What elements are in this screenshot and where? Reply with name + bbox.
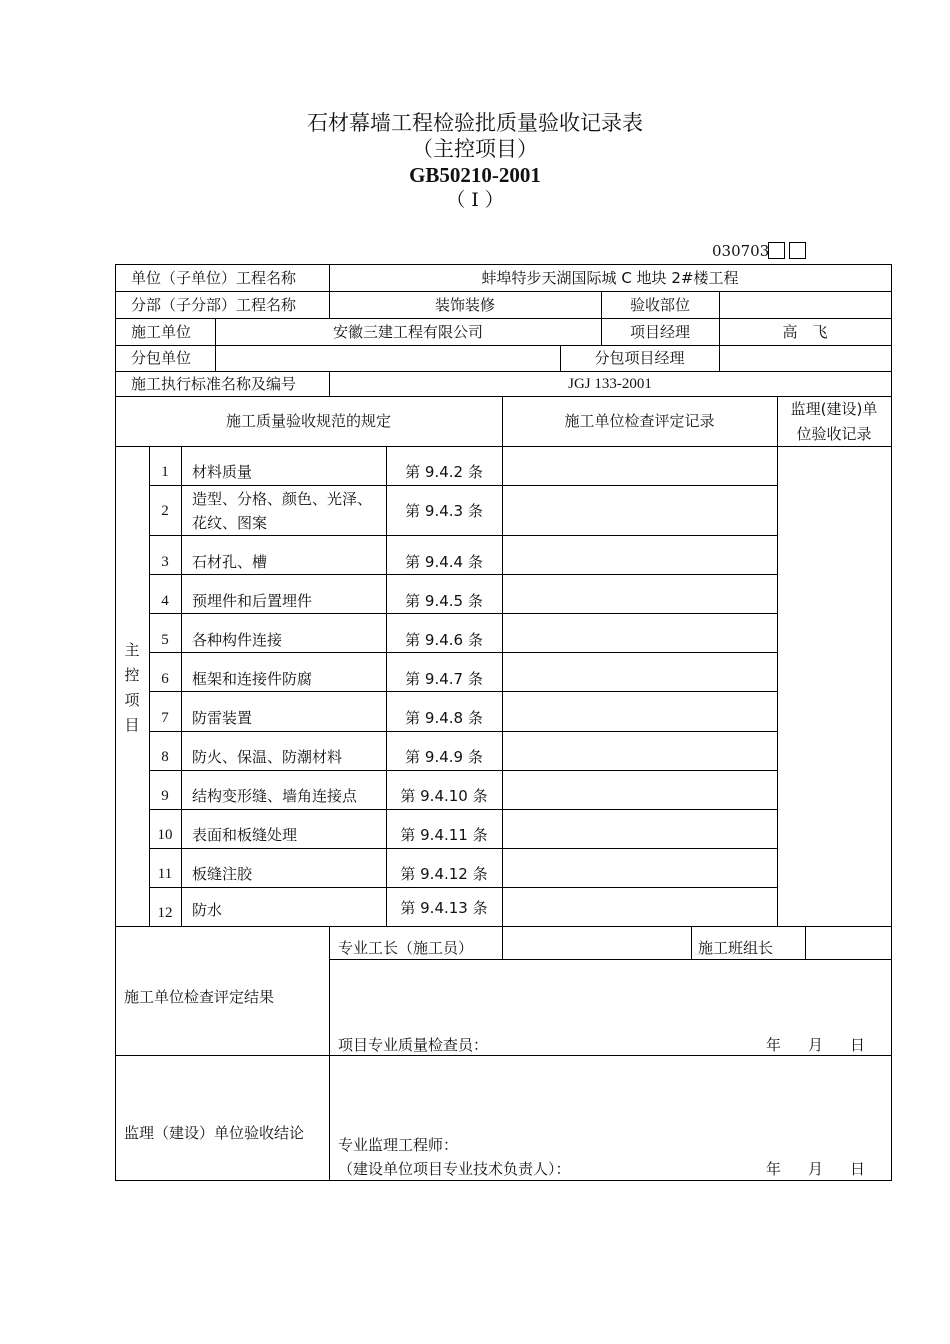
item-number: 12 xyxy=(157,905,173,921)
item-name: 预埋件和后置埋件 xyxy=(192,592,313,610)
item-number: 8 xyxy=(161,749,169,765)
group-label-char: 项 xyxy=(124,691,140,709)
item-number: 10 xyxy=(157,827,173,843)
item-number: 6 xyxy=(161,671,169,687)
unit-project-value: 蚌埠特步天湖国际城 C 地块 2#楼工程 xyxy=(481,269,739,287)
conclusion-month: 月 xyxy=(808,1160,824,1178)
item-name: 框架和连接件防腐 xyxy=(192,670,313,688)
item-clause: 第 9.4.11 条 xyxy=(400,826,488,844)
project-manager-label: 项目经理 xyxy=(629,323,690,341)
item-number: 11 xyxy=(157,866,173,882)
spec-column-header: 施工质量验收规范的规定 xyxy=(225,412,391,430)
item-number: 2 xyxy=(161,503,169,519)
group-label-char: 主 xyxy=(124,641,140,659)
item-number: 1 xyxy=(161,464,169,480)
item-name: 石材孔、槽 xyxy=(192,553,268,571)
item-clause: 第 9.4.7 条 xyxy=(405,670,483,688)
division-value: 装饰装修 xyxy=(434,296,495,314)
item-number: 4 xyxy=(161,593,169,609)
item-name: 防火、保温、防潮材料 xyxy=(192,748,343,766)
unit-project-label: 单位（子单位）工程名称 xyxy=(131,269,297,287)
item-clause: 第 9.4.8 条 xyxy=(405,709,483,727)
standard-value: JGJ 133-2001 xyxy=(568,376,652,392)
construction-unit-label: 施工单位 xyxy=(131,323,192,341)
result-day: 日 xyxy=(850,1036,866,1054)
item-clause: 第 9.4.12 条 xyxy=(400,865,488,883)
item-name: 板缝注胶 xyxy=(192,865,253,883)
roman-index: （ Ⅰ ） xyxy=(446,189,504,211)
owner-label: （建设单位项目专业技术负责人）： xyxy=(338,1160,571,1178)
group-label-char: 目 xyxy=(124,716,140,734)
item-name: 表面和板缝处理 xyxy=(192,826,298,844)
conclusion-year: 年 xyxy=(766,1160,782,1178)
project-manager-value: 高 飞 xyxy=(782,323,828,341)
item-clause: 第 9.4.5 条 xyxy=(405,592,483,610)
supervision-column-header-1: 监理(建设)单 xyxy=(790,400,878,418)
group-label-char: 控 xyxy=(124,666,140,684)
item-clause: 第 9.4.9 条 xyxy=(405,748,483,766)
foreman-label: 专业工长（施工员） xyxy=(338,939,474,957)
supervision-column-header-2: 位验收记录 xyxy=(796,425,872,443)
item-clause: 第 9.4.3 条 xyxy=(405,502,483,520)
item-number: 5 xyxy=(161,632,169,648)
item-number: 9 xyxy=(161,788,169,804)
result-month: 月 xyxy=(808,1036,824,1054)
conclusion-label: 监理（建设）单位验收结论 xyxy=(124,1124,305,1142)
item-number: 7 xyxy=(161,710,169,726)
code-checkbox-1[interactable] xyxy=(768,242,785,259)
inspector-label: 项目专业质量检查员： xyxy=(338,1036,489,1054)
standard-code: GB50210-2001 xyxy=(409,163,541,187)
construction-unit-value: 安徽三建工程有限公司 xyxy=(332,323,483,341)
result-year: 年 xyxy=(766,1036,782,1054)
item-number: 3 xyxy=(161,554,169,570)
item-name: 防水 xyxy=(192,901,223,919)
form-subtitle: （主控项目） xyxy=(412,137,538,161)
item-clause: 第 9.4.2 条 xyxy=(405,463,483,481)
form-title: 石材幕墙工程检验批质量验收记录表 xyxy=(307,111,643,135)
record-column-header: 施工单位检查评定记录 xyxy=(564,412,715,430)
item-clause: 第 9.4.4 条 xyxy=(405,553,483,571)
acceptance-part-label: 验收部位 xyxy=(629,296,690,314)
item-name: 造型、分格、颜色、光泽、 xyxy=(192,490,373,508)
code-checkbox-2[interactable] xyxy=(789,242,806,259)
engineer-label: 专业监理工程师： xyxy=(338,1136,459,1154)
item-name: 防雷装置 xyxy=(192,709,253,727)
result-label: 施工单位检查评定结果 xyxy=(124,988,275,1006)
item-name: 材料质量 xyxy=(192,463,253,481)
item-name: 结构变形缝、墙角连接点 xyxy=(192,787,358,805)
form-code: 030703 xyxy=(712,242,770,260)
item-clause: 第 9.4.13 条 xyxy=(400,899,488,917)
item-clause: 第 9.4.10 条 xyxy=(400,787,488,805)
team-leader-label: 施工班组长 xyxy=(698,939,774,957)
item-name: 各种构件连接 xyxy=(192,631,283,649)
subcontract-manager-label: 分包项目经理 xyxy=(594,349,685,367)
item-name-line2: 花纹、图案 xyxy=(192,514,268,532)
division-label: 分部（子分部）工程名称 xyxy=(131,296,297,314)
conclusion-day: 日 xyxy=(850,1160,866,1178)
standard-label: 施工执行标准名称及编号 xyxy=(131,375,297,393)
subcontract-label: 分包单位 xyxy=(131,349,192,367)
item-clause: 第 9.4.6 条 xyxy=(405,631,483,649)
